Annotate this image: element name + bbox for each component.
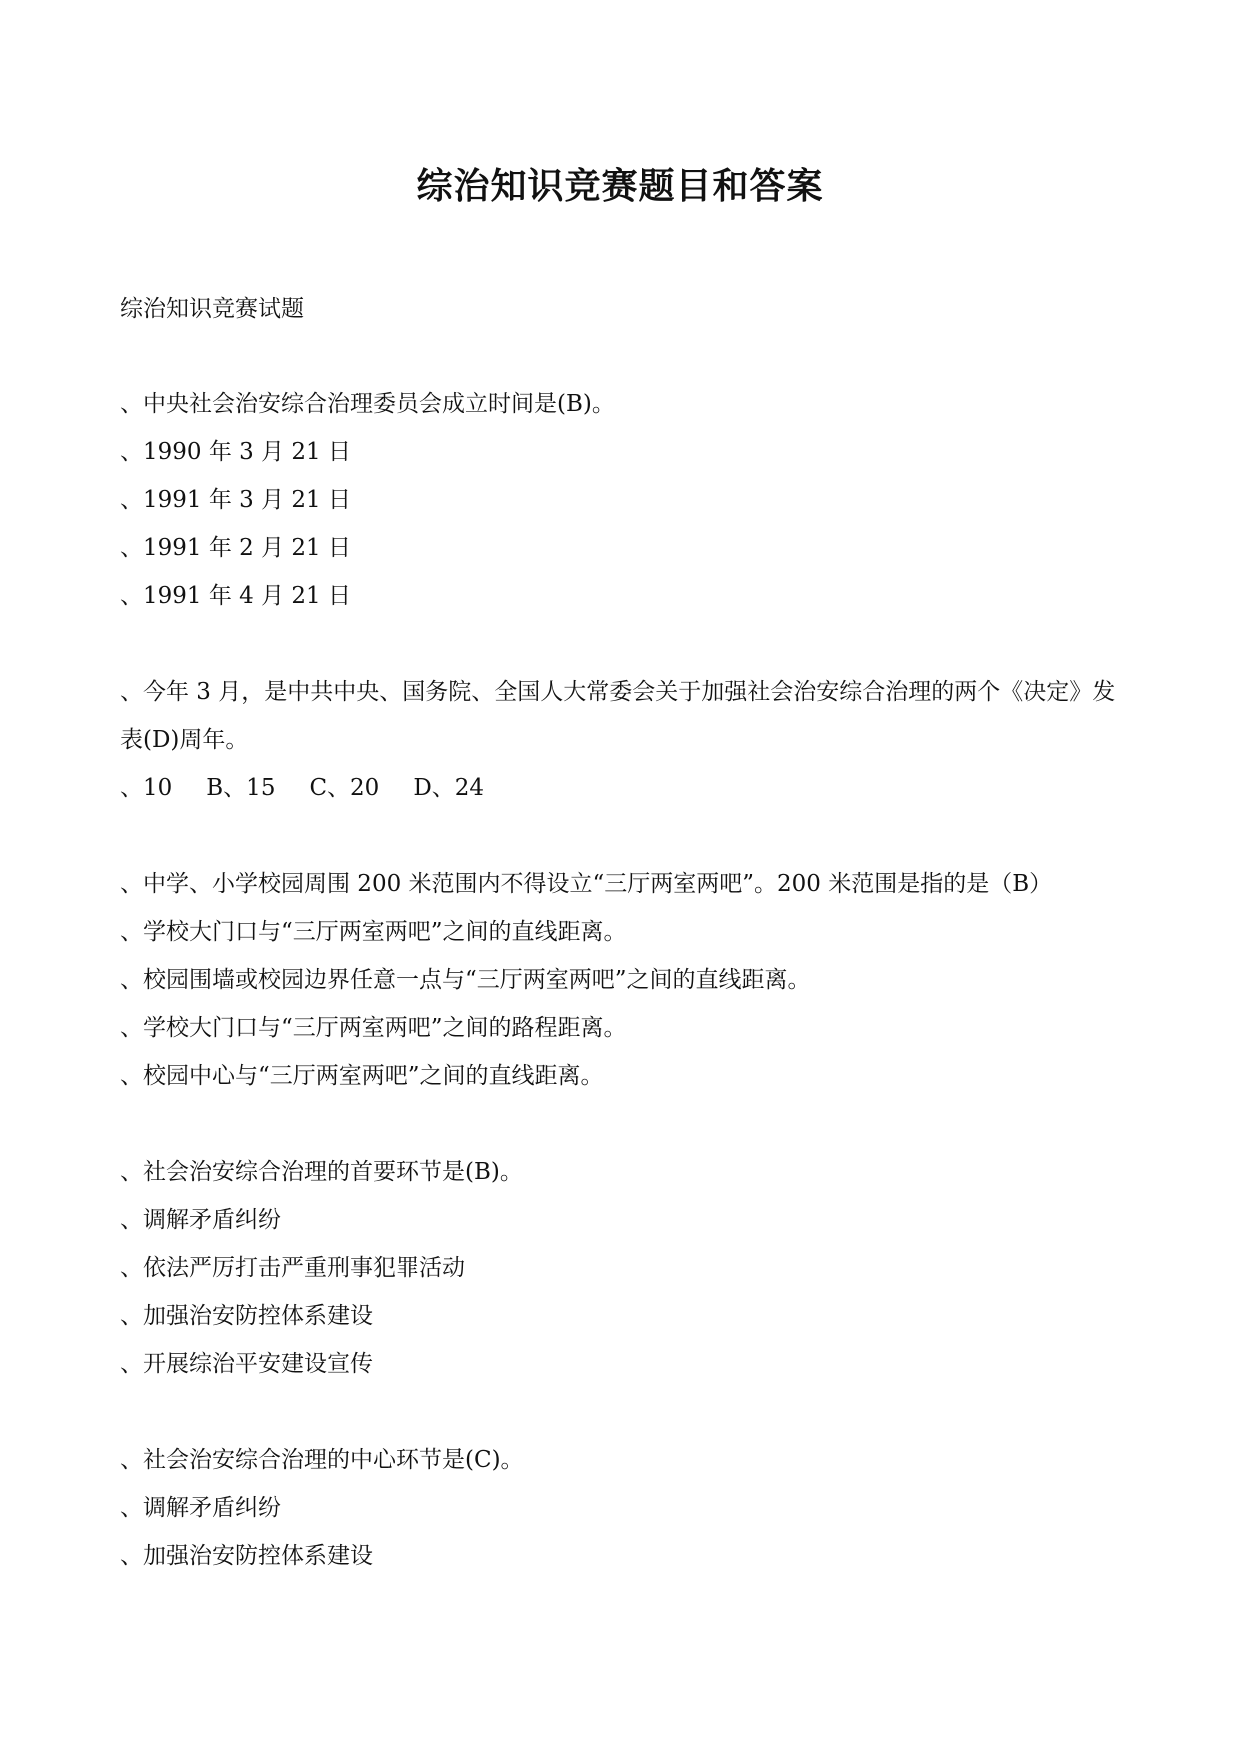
inline-options <box>120 764 1130 812</box>
option-line: 、加强治安防控体系建设 <box>120 1303 373 1329</box>
option-line: 、调解矛盾纠纷 <box>120 1207 281 1233</box>
option-a: 、10 <box>120 775 173 801</box>
option-d: D、24 <box>413 775 485 801</box>
option-c: C、20 <box>309 775 380 801</box>
question-stem: 、社会治安综合治理的首要环节是(B)。 <box>120 1159 523 1185</box>
question-stem: 、中央社会治安综合治理委员会成立时间是(B)。 <box>120 391 615 417</box>
option-line: 、1991 年 4 月 21 日 <box>120 583 351 609</box>
document-title: 综治知识竞赛题目和答案 <box>416 165 824 207</box>
question-stem: 、今年 3 月，是中共中央、国务院、全国人大常委会关于加强社会治安综合治理的两个《决定》发表(D)周年。 <box>120 679 1116 753</box>
question-4 <box>120 1148 1130 1388</box>
option-line: 、加强治安防控体系建设 <box>120 1543 373 1569</box>
question-stem: 、中学、小学校园周围 200 米范围内不得设立“三厅两室两吧”。200 米范围是指的是（B） <box>120 871 1053 897</box>
option-line: 、开展综治平安建设宣传 <box>120 1351 373 1377</box>
question-2 <box>120 668 1130 812</box>
option-line: 、校园中心与“三厅两室两吧”之间的直线距离。 <box>120 1063 604 1089</box>
option-line: 、学校大门口与“三厅两室两吧”之间的路程距离。 <box>120 1015 627 1041</box>
question-stem: 、社会治安综合治理的中心环节是(C)。 <box>120 1447 524 1473</box>
question-3 <box>120 860 1130 1100</box>
option-line: 、1991 年 2 月 21 日 <box>120 535 351 561</box>
option-line: 、1990 年 3 月 21 日 <box>120 439 351 465</box>
option-line: 、校园围墙或校园边界任意一点与“三厅两室两吧”之间的直线距离。 <box>120 967 811 993</box>
document-subtitle: 综治知识竞赛试题 <box>120 296 304 322</box>
option-b: B、15 <box>206 775 276 801</box>
option-line: 、依法严厉打击严重刑事犯罪活动 <box>120 1255 465 1281</box>
question-list <box>120 380 1130 1628</box>
option-line: 、学校大门口与“三厅两室两吧”之间的直线距离。 <box>120 919 627 945</box>
question-1 <box>120 380 1130 620</box>
option-line: 、调解矛盾纠纷 <box>120 1495 281 1521</box>
question-5 <box>120 1436 1130 1580</box>
option-line: 、1991 年 3 月 21 日 <box>120 487 351 513</box>
